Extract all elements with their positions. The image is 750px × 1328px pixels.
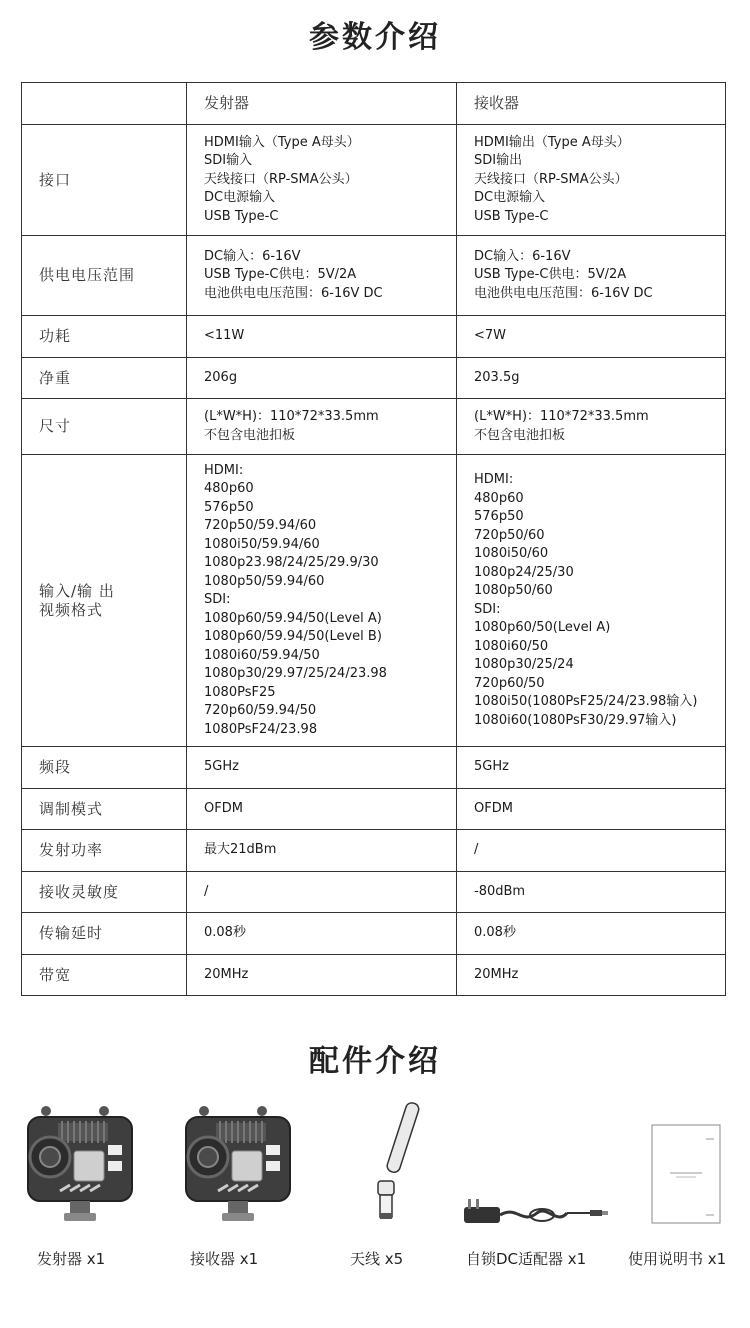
- table-row: [22, 747, 726, 789]
- rx-dimensions: (L*W*H)：110*72*33.5mm 不包含电池扣板: [457, 399, 726, 455]
- table-row: [22, 236, 726, 316]
- table-row: [22, 125, 726, 236]
- rx-weight: 203.5g: [457, 358, 726, 399]
- tx-voltage: DC输入：6-16V USB Type-C供电：5V/2A 电池供电电压范围：6-16V DC: [187, 236, 457, 316]
- rx-tx-power: /: [457, 830, 726, 872]
- rx-video-format: HDMI: 480p60 576p50 720p50/60 1080i50/60 1080p24/25/30 1080p50/60 SDI: 1080p60/50(Level A) 1080i60/50 1080p30/25/24 720p60/50 1080i50(1080PsF25/24/23.98输入) 1080i60(1080PsF30/29.97输入): [457, 455, 726, 747]
- row-label-video-format: 输入/输 出 视频格式: [22, 455, 187, 747]
- spec-table: [21, 82, 726, 996]
- tx-sensitivity: /: [187, 872, 457, 913]
- header-cell-empty: [22, 83, 187, 125]
- tx-video-format: HDMI: 480p60 576p50 720p50/59.94/60 1080i50/59.94/60 1080p23.98/24/25/29.9/30 1080p50/59.94/60 SDI: 1080p60/59.94/50(Level A) 1080p60/59.94/50(Level B) 1080i60/59.94/50 1080p30/29.97/25/24/23.98 1080PsF25 720p60/59.94/50 1080PsF24/23.98: [187, 455, 457, 747]
- table-row: [22, 358, 726, 399]
- accessory-label-transmitter: 发射器 x1: [37, 1250, 106, 1268]
- row-label-bandwidth: 带宽: [22, 955, 187, 996]
- tx-weight: 206g: [187, 358, 457, 399]
- transmitter-icon: [20, 1095, 170, 1235]
- tx-power: <11W: [187, 316, 457, 358]
- table-row: [22, 830, 726, 872]
- tx-tx-power: 最大21dBm: [187, 830, 457, 872]
- table-row: [22, 316, 726, 358]
- table-row: [22, 872, 726, 913]
- accessories-title: 配件介绍: [309, 1044, 441, 1079]
- manual-icon: [640, 1095, 750, 1235]
- row-label-dimensions: 尺寸: [22, 399, 187, 455]
- row-label-weight: 净重: [22, 358, 187, 399]
- rx-bandwidth: 20MHz: [457, 955, 726, 996]
- row-label-modulation: 调制模式: [22, 789, 187, 830]
- rx-sensitivity: -80dBm: [457, 872, 726, 913]
- header-receiver: 接收器: [457, 83, 726, 125]
- accessory-label-dc-adapter: 自锁DC适配器 x1: [466, 1250, 587, 1268]
- params-title: 参数介绍: [309, 20, 441, 55]
- table-row: [22, 455, 726, 747]
- receiver-icon: [178, 1095, 328, 1235]
- tx-modulation: OFDM: [187, 789, 457, 830]
- accessory-label-receiver: 接收器 x1: [190, 1250, 259, 1268]
- table-header-row: [22, 83, 726, 125]
- table-row: [22, 789, 726, 830]
- accessory-label-antenna: 天线 x5: [350, 1250, 404, 1268]
- row-label-latency: 传输延时: [22, 913, 187, 955]
- row-label-interface: 接口: [22, 125, 187, 236]
- rx-interface: HDMI输出（Type A母头） SDI输出 天线接口（RP-SMA公头） DC电源输入 USB Type-C: [457, 125, 726, 236]
- tx-latency: 0.08秒: [187, 913, 457, 955]
- row-label-power: 功耗: [22, 316, 187, 358]
- row-label-sensitivity: 接收灵敏度: [22, 872, 187, 913]
- rx-latency: 0.08秒: [457, 913, 726, 955]
- rx-power: <7W: [457, 316, 726, 358]
- tx-dimensions: (L*W*H)：110*72*33.5mm 不包含电池扣板: [187, 399, 457, 455]
- tx-band: 5GHz: [187, 747, 457, 789]
- row-label-band: 频段: [22, 747, 187, 789]
- row-label-tx-power: 发射功率: [22, 830, 187, 872]
- table-row: [22, 955, 726, 996]
- rx-band: 5GHz: [457, 747, 726, 789]
- accessory-label-manual: 使用说明书 x1: [628, 1250, 727, 1268]
- header-transmitter: 发射器: [187, 83, 457, 125]
- table-row: [22, 913, 726, 955]
- dc-adapter-icon: [462, 1095, 612, 1235]
- table-row: [22, 399, 726, 455]
- rx-modulation: OFDM: [457, 789, 726, 830]
- rx-voltage: DC输入：6-16V USB Type-C供电：5V/2A 电池供电电压范围：6-16V DC: [457, 236, 726, 316]
- tx-bandwidth: 20MHz: [187, 955, 457, 996]
- row-label-voltage: 供电电压范围: [22, 236, 187, 316]
- tx-interface: HDMI输入（Type A母头） SDI输入 天线接口（RP-SMA公头） DC电源输入 USB Type-C: [187, 125, 457, 236]
